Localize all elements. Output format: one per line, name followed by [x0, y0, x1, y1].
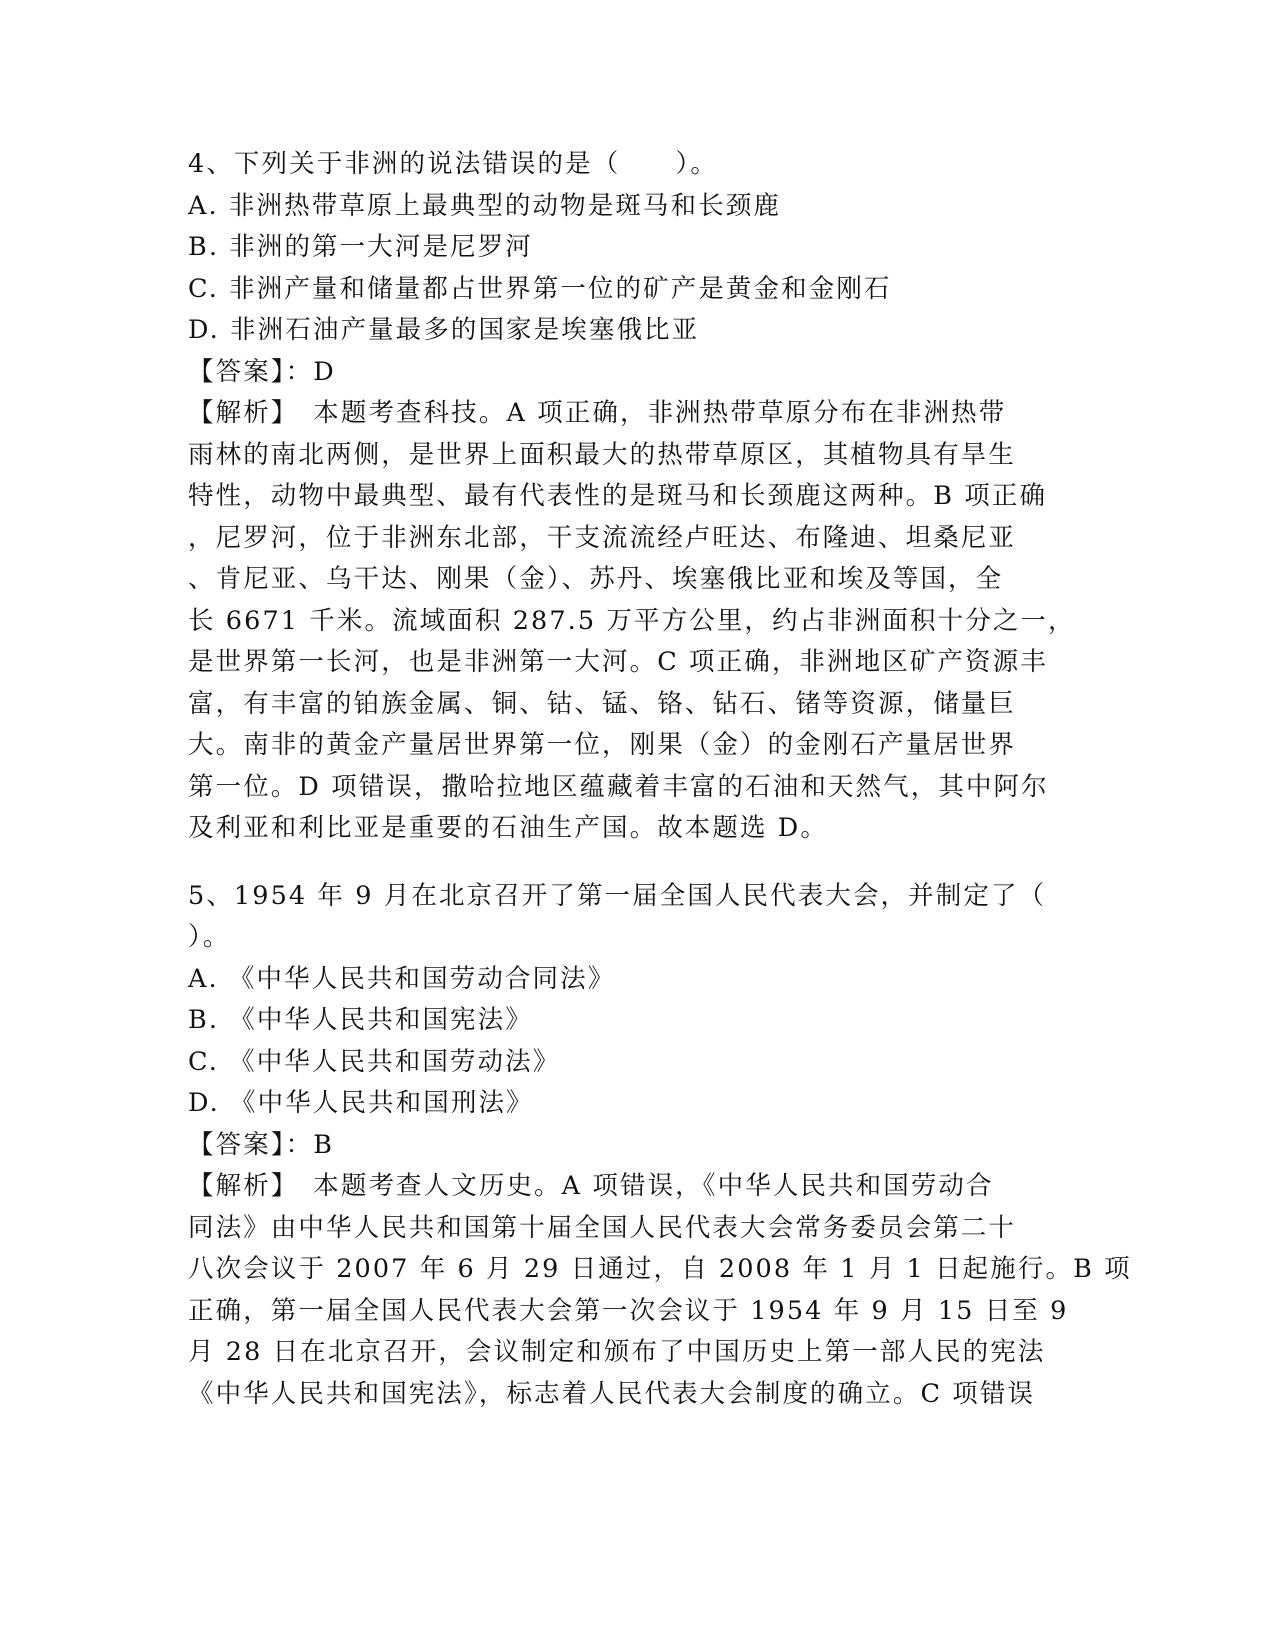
question-stem: ）。: [188, 922, 231, 952]
analysis-line: 富，有丰富的铂族金属、铜、钴、锰、铬、钻石、锗等资源，储量巨: [188, 688, 1017, 719]
analysis-line: ，尼罗河，位于非洲东北部，干支流流经卢旺达、布隆迪、坦桑尼亚: [188, 522, 1017, 553]
analysis-line: 大。南非的黄金产量居世界第一位，刚果（金）的金刚石产量居世界: [188, 730, 1017, 760]
question-block-4: [188, 144, 1088, 850]
option-a: A. 非洲热带草原上最典型的动物是斑马和长颈鹿: [188, 190, 781, 221]
option-d: D. 《中华人民共和国刑法》: [188, 1088, 534, 1118]
option-d: D. 非洲石油产量最多的国家是埃塞俄比亚: [188, 315, 700, 345]
option-b: B. 非洲的第一大河是尼罗河: [188, 232, 533, 262]
answer-line: 【答案】：D: [188, 356, 336, 387]
analysis-line: 特性，动物中最典型、最有代表性的是斑马和长颈鹿这两种。B 项正确: [188, 481, 1048, 511]
option-b: B. 《中华人民共和国宪法》: [188, 1005, 533, 1035]
analysis-line: 月 28 日在北京召开，会议制定和颁布了中国历史上第一部人民的宪法: [188, 1337, 1046, 1367]
analysis-line: 及利亚和利比亚是重要的石油生产国。故本题选 D。: [188, 813, 828, 843]
question-spacer: [188, 850, 1088, 876]
option-a: A. 《中华人民共和国劳动合同法》: [188, 963, 616, 994]
question-block-5: [188, 876, 1132, 1416]
analysis-line: 、肯尼亚、乌干达、刚果（金）、苏丹、埃塞俄比亚和埃及等国，全: [188, 564, 1004, 594]
analysis-line: 雨林的南北两侧，是世界上面积最大的热带草原区，其植物具有旱生: [188, 439, 1017, 470]
analysis-line: 八次会议于 2007 年 6 月 29 日通过，自 2008 年 1 月 1 日起施行。B 项: [188, 1254, 1132, 1284]
analysis-line: 正确，第一届全国人民代表大会第一次会议于 1954 年 9 月 15 日至 9: [188, 1295, 1069, 1326]
analysis-line: 同法》由中华人民共和国第十届全国人民代表大会常务委员会第二十: [188, 1212, 1017, 1243]
analysis-line: 第一位。D 项错误，撒哈拉地区蕴藏着丰富的石油和天然气，其中阿尔: [188, 771, 1049, 802]
answer-line: 【答案】：B: [188, 1129, 335, 1160]
analysis-line: 【解析】 本题考查人文历史。A 项错误，《中华人民共和国劳动合: [188, 1171, 994, 1201]
analysis-line: 【解析】 本题考查科技。A 项正确，非洲热带草原分布在非洲热带: [188, 398, 1007, 428]
analysis-line: 是世界第一长河，也是非洲第一大河。C 项正确，非洲地区矿产资源丰: [188, 647, 1048, 677]
analysis-line: 《中华人民共和国宪法》，标志着人民代表大会制度的确立。C 项错误: [188, 1378, 1036, 1409]
question-stem: 5、1954 年 9 月在北京召开了第一届全国人民代表大会，并制定了（: [188, 880, 1047, 911]
option-c: C. 非洲产量和储量都占世界第一位的矿产是黄金和金刚石: [188, 273, 892, 304]
option-c: C. 《中华人民共和国劳动法》: [188, 1046, 561, 1077]
question-stem: 4、下列关于非洲的说法错误的是（ ）。: [188, 149, 718, 179]
analysis-line: 长 6671 千米。流域面积 287.5 万平方公里，约占非洲面积十分之一，: [188, 605, 1076, 636]
exam-content: [188, 144, 1132, 1415]
